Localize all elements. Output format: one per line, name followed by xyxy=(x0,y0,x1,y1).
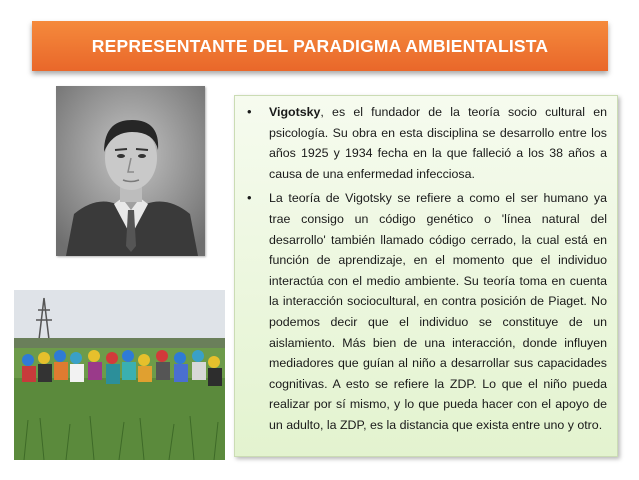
title-banner xyxy=(32,21,608,71)
group-photo xyxy=(14,290,225,460)
bullet-item xyxy=(269,188,607,435)
portrait-illustration xyxy=(56,86,205,256)
bullet-text: La teoría de Vigotsky se refiere a como el ser humano ya trae consigo un código genético o 'línea natural del desarrollo' también llamado código cerrado, la cual está en función de aprendizaje, en el momento que el individuo interactúa con el medio ambiente. Su teoría toma en cuenta la interacción sociocultural, en contra posición de Piaget. No podemos decir que el individuo se constituye de un aislamiento. Más bien de una interacción, donde influyen mediadores que guían al niño a desarrollar sus capacidades cognitivas. A esto se refiere la ZDP. Lo que el niño pueda realizar por sí mismo, y lo que pueda hacer con el apoyo de un adulto, la ZDP, es la distancia que exista entre uno y otro. xyxy=(269,191,607,432)
bullet-list xyxy=(235,96,617,436)
slide-title: REPRESENTANTE DEL PARADIGMA AMBIENTALISTA xyxy=(91,35,549,56)
portrait-photo xyxy=(56,86,205,256)
bullet-item xyxy=(269,102,607,184)
bullet-bold: Vigotsky xyxy=(269,105,321,119)
bullet-text: , es el fundador de la teoría socio cultural en psicología. Su obra en esta disciplina se desarrollo entre los años 1925 y 1934 fecha en la que falleció a los 38 años a causa de una enfermedad infecciosa. xyxy=(269,105,607,181)
group-illustration xyxy=(14,290,225,460)
text-panel xyxy=(234,95,618,457)
